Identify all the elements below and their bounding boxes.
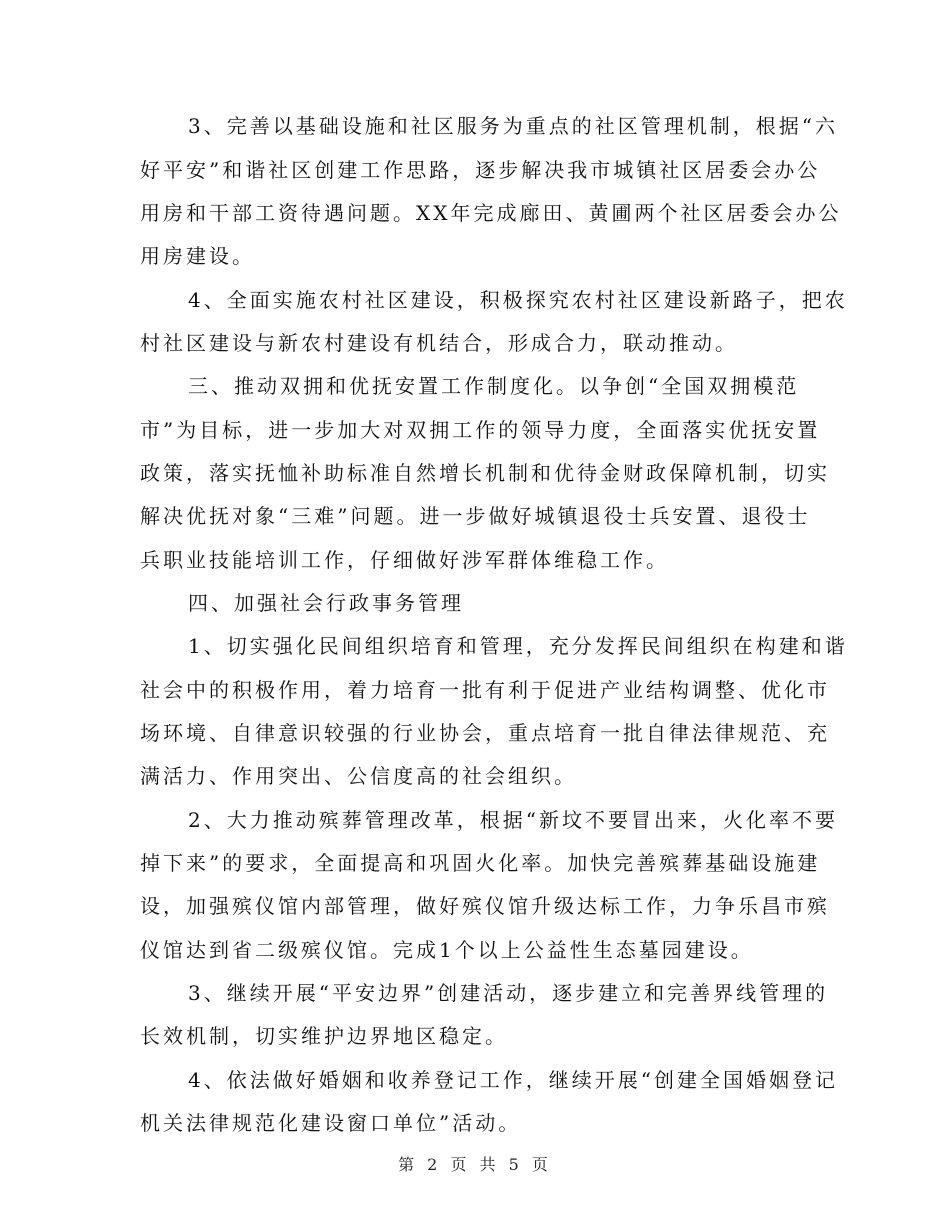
paragraph-line: 解决优抚对象“三难”问题。进一步做好城镇退役士兵安置、退役士 (140, 504, 811, 528)
paragraph-line: 兵职业技能培训工作，仔细做好涉军群体维稳工作。 (140, 548, 669, 572)
paragraph-line: 掉下来”的要求，全面提高和巩固火化率。加快完善殡葬基础设施建 (140, 851, 821, 875)
paragraph-line: 3、继续开展“平安边界”创建活动，逐步建立和完善界线管理的 (188, 981, 829, 1005)
paragraph-line: 好平安”和谐社区创建工作思路，逐步解决我市城镇社区居委会办公 (140, 158, 821, 182)
paragraph-line: 满活力、作用突出、公信度高的社会组织。 (140, 764, 577, 788)
paragraph-line: 场环境、自律意识较强的行业协会，重点培育一批自律法律规范、充 (140, 721, 830, 745)
paragraph-line: 市”为目标，进一步加大对双拥工作的领导力度，全面落实优抚安置 (140, 418, 821, 442)
paragraph-line: 设，加强殡仪馆内部管理，做好殡仪馆升级达标工作，力争乐昌市殡 (140, 894, 830, 918)
paragraph-line: 仪馆达到省二级殡仪馆。完成1个以上公益性生态墓园建设。 (140, 938, 754, 962)
paragraph-line: 长效机制，切实维护边界地区稳定。 (140, 1024, 508, 1048)
paragraph-line: 村社区建设与新农村建设有机结合，形成合力，联动推动。 (140, 331, 738, 355)
paragraph-line: 用房和干部工资待遇问题。XX年完成廊田、黄圃两个社区居委会办公 (140, 201, 842, 225)
paragraph-line: 政策，落实抚恤补助标准自然增长机制和优待金财政保障机制，切实 (140, 461, 830, 485)
paragraph-line: 2、大力推动殡葬管理改革，根据“新坟不要冒出来，火化率不要 (188, 808, 838, 832)
paragraph-line: 三、推动双拥和优抚安置工作制度化。以争创“全国双拥模范 (188, 374, 800, 398)
section-heading: 四、加强社会行政事务管理 (188, 591, 464, 615)
page-footer: 第 2 页 共 5 页 (398, 1155, 552, 1174)
paragraph-line: 1、切实强化民间组织培育和管理，充分发挥民间组织在构建和谐 (188, 634, 848, 658)
paragraph-line: 机关法律规范化建设窗口单位”活动。 (140, 1111, 522, 1135)
paragraph-line: 社会中的积极作用，着力培育一批有利于促进产业结构调整、优化市 (140, 678, 830, 702)
paragraph-line: 3、完善以基础设施和社区服务为重点的社区管理机制，根据“六 (188, 114, 838, 138)
paragraph-line: 4、依法做好婚姻和收养登记工作，继续开展“创建全国婚姻登记 (188, 1068, 838, 1092)
paragraph-line: 用房建设。 (140, 244, 255, 268)
paragraph-line: 4、全面实施农村社区建设，积极探究农村社区建设新路子，把农 (188, 288, 848, 312)
